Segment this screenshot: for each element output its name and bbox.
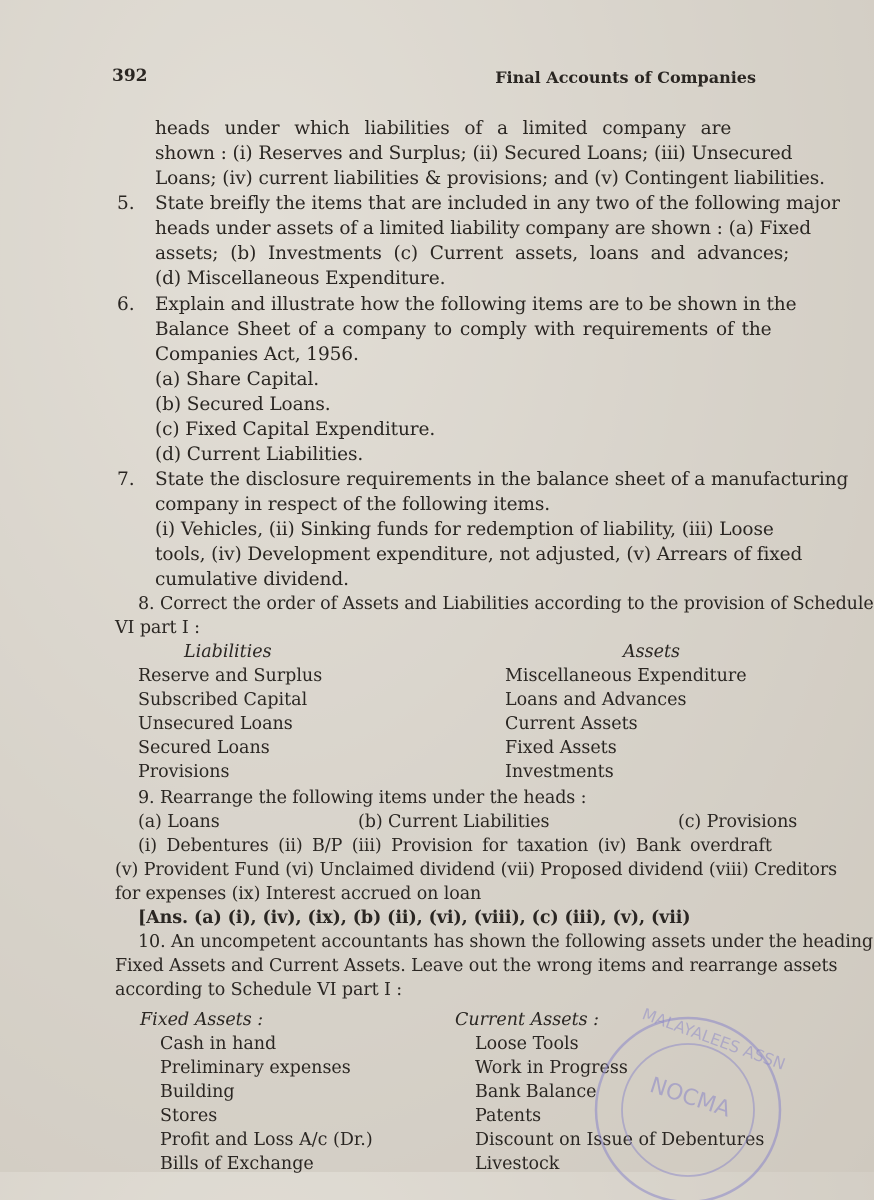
q7-line: company in respect of the following items.	[155, 494, 551, 515]
q4-line: shown : (i) Reserves and Surplus; (ii) Secured Loans; (iii) Unsecured	[155, 143, 793, 164]
asset-item: Miscellaneous Expenditure	[505, 666, 747, 686]
liability-item: Provisions	[138, 762, 230, 782]
q10-fixed-assets-column	[140, 1008, 373, 1176]
liability-item: Reserve and Surplus	[138, 666, 323, 686]
q7-line: State the disclosure requirements in the balance sheet of a manufacturing	[155, 469, 849, 490]
q9-line: (i) Debentures (ii) B/P (iii) Provision for taxation (iv) Bank overdraft	[138, 836, 772, 856]
q4-line: Loans; (iv) current liabilities & provisions; and (v) Contingent liabilities.	[155, 168, 825, 189]
q9-head-c: (c) Provisions	[678, 812, 798, 832]
q8-assets-column	[505, 640, 747, 784]
q10-line: Fixed Assets and Current Assets. Leave out the wrong items and rearrange assets	[115, 956, 838, 976]
asset-item: Investments	[505, 762, 614, 782]
library-stamp	[578, 1000, 788, 1200]
q9-line: for expenses (ix) Interest accrued on loan	[115, 884, 482, 904]
q7-line: (i) Vehicles, (ii) Sinking funds for redemption of liability, (iii) Loose	[155, 519, 774, 540]
fixed-asset-item: Profit and Loss A/c (Dr.)	[160, 1130, 373, 1150]
q7-line: cumulative dividend.	[155, 569, 349, 590]
question-number: 5.	[117, 193, 135, 214]
asset-item: Current Assets	[505, 714, 638, 734]
current-assets-heading: Current Assets :	[455, 1010, 600, 1030]
question-number: 6.	[117, 294, 135, 315]
liabilities-heading: Liabilities	[184, 642, 272, 662]
liability-item: Unsecured Loans	[138, 714, 293, 734]
q6-line: Explain and illustrate how the following items are to be shown in the	[155, 294, 797, 315]
current-asset-item: Loose Tools	[475, 1034, 579, 1054]
q6-line: (a) Share Capital.	[155, 369, 320, 390]
assets-heading: Assets	[623, 642, 680, 662]
q9-answer: [Ans. (a) (i), (iv), (ix), (b) (ii), (vi), (viii), (c) (iii), (v), (vii)	[138, 908, 691, 928]
q8-line: VI part I :	[115, 618, 200, 638]
fixed-asset-item: Preliminary expenses	[160, 1058, 351, 1078]
q6-line: Companies Act, 1956.	[155, 344, 359, 365]
fixed-assets-heading: Fixed Assets :	[140, 1010, 264, 1030]
q8-line: 8. Correct the order of Assets and Liabilities according to the provision of Schedule	[138, 594, 874, 614]
q6-line: (b) Secured Loans.	[155, 394, 331, 415]
q6-line: (d) Current Liabilities.	[155, 444, 364, 465]
q9-head-a: (a) Loans	[138, 812, 220, 832]
fixed-asset-item: Stores	[160, 1106, 218, 1126]
fixed-asset-item: Building	[160, 1082, 235, 1102]
q5-line: (d) Miscellaneous Expenditure.	[155, 268, 446, 289]
q5-line: assets; (b) Investments (c) Current assets, loans and advances;	[155, 243, 790, 264]
current-asset-item: Work in Progress	[475, 1058, 628, 1078]
q5-line: State breifly the items that are included in any two of the following major	[155, 193, 840, 214]
current-asset-item: Patents	[475, 1106, 542, 1126]
q6-line: (c) Fixed Capital Expenditure.	[155, 419, 436, 440]
q8-liabilities-column	[138, 640, 322, 784]
current-asset-item: Bank Balance	[475, 1082, 597, 1102]
q10-line: according to Schedule VI part I :	[115, 980, 403, 1000]
stamp-ring-text: MALAYALEES ASSN	[639, 1004, 788, 1074]
stamp-inner-text: NOCMA	[646, 1073, 734, 1123]
fixed-asset-item: Cash in hand	[160, 1034, 277, 1054]
q9-head-b: (b) Current Liabilities	[358, 812, 550, 832]
q7-line: tools, (iv) Development expenditure, not adjusted, (v) Arrears of fixed	[155, 544, 803, 565]
running-title: Final Accounts of Companies	[495, 68, 756, 87]
page-number: 392	[112, 66, 148, 86]
current-asset-item: Discount on Issue of Debentures	[475, 1130, 765, 1150]
q10-line: 10. An uncompetent accountants has shown the following assets under the heading	[138, 932, 874, 952]
asset-item: Fixed Assets	[505, 738, 617, 758]
liability-item: Secured Loans	[138, 738, 270, 758]
asset-item: Loans and Advances	[505, 690, 687, 710]
q9-line: 9. Rearrange the following items under the heads :	[138, 788, 587, 808]
current-asset-item: Livestock	[475, 1154, 560, 1174]
fixed-asset-item: Bills of Exchange	[160, 1154, 314, 1174]
q4-line: heads under which liabilities of a limited company are	[155, 118, 732, 139]
q5-line: heads under assets of a limited liability company are shown : (a) Fixed	[155, 218, 812, 239]
liability-item: Subscribed Capital	[138, 690, 308, 710]
q6-line: Balance Sheet of a company to comply with requirements of the	[155, 319, 772, 340]
question-number: 7.	[117, 469, 135, 490]
q9-line: (v) Provident Fund (vi) Unclaimed dividend (vii) Proposed dividend (viii) Creditors	[115, 860, 837, 880]
